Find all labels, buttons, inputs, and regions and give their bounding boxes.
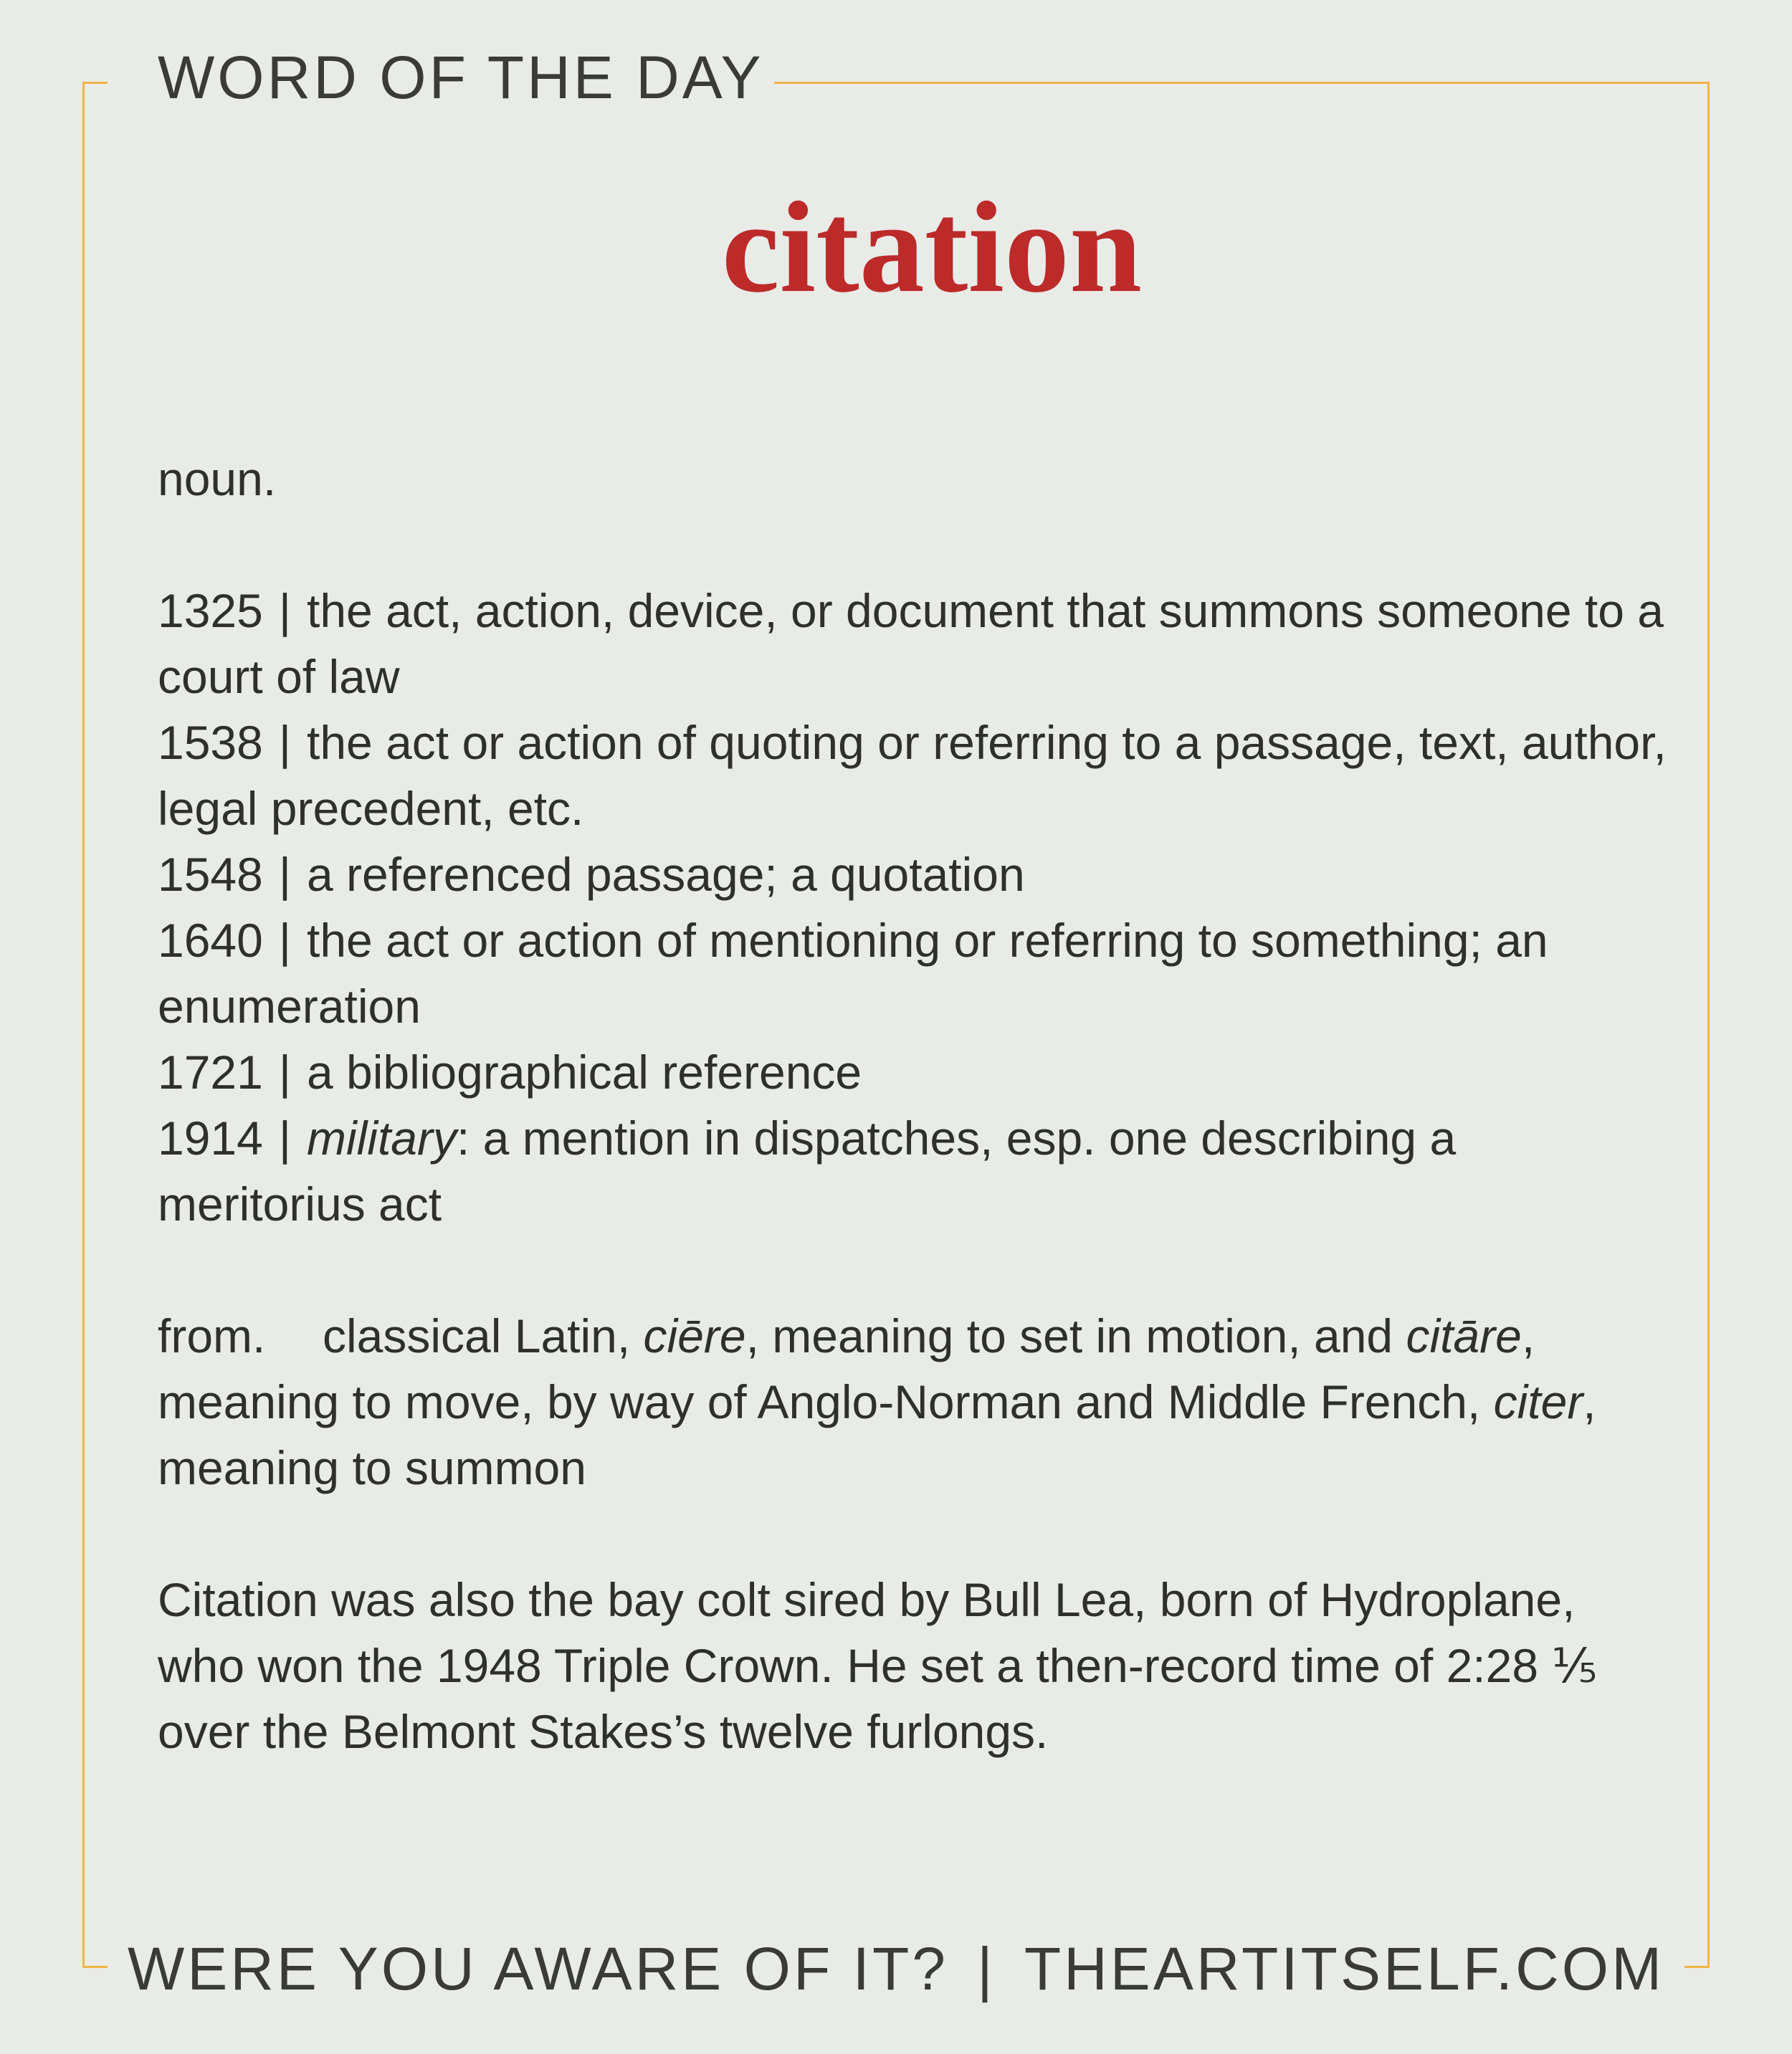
sense-definition: the act or action of quoting or referring to a passage, text, author, legal precedent, etc. [158, 716, 1667, 835]
sense-separator: | [278, 716, 291, 769]
spacer [158, 1501, 1670, 1567]
etymology-word: ciēre [643, 1309, 746, 1362]
sense-separator: | [278, 1112, 291, 1165]
sense-1640 [158, 907, 1670, 1039]
footer-question: WERE YOU AWARE OF IT? [127, 1935, 948, 2002]
etymology-text: , meaning to move, by way of Anglo-Norman and Middle French, [158, 1309, 1535, 1428]
footer-separator: | [977, 1935, 996, 2002]
sense-separator: | [278, 848, 291, 901]
spacer [158, 1237, 1670, 1303]
sense-1548 [158, 841, 1670, 907]
etymology-text: , meaning to set in motion, and [745, 1309, 1406, 1362]
etymology [158, 1303, 1670, 1501]
sense-definition: the act or action of mentioning or referring to something; an enumeration [158, 914, 1548, 1033]
sense-year: 1548 [158, 848, 263, 901]
part-of-speech: noun. [158, 452, 277, 505]
sense-definition: the act, action, device, or document that summons someone to a court of law [158, 584, 1664, 703]
etymology-word: citer [1493, 1375, 1583, 1428]
spacer [158, 512, 1670, 578]
headword: citation [721, 176, 1143, 320]
sense-year: 1640 [158, 914, 263, 967]
section-title: WORD OF THE DAY [158, 44, 764, 111]
sense-1538 [158, 710, 1670, 841]
sense-definition: a bibliographical reference [306, 1046, 862, 1099]
footer [0, 1935, 1792, 2002]
etymology-word: citāre [1406, 1309, 1522, 1362]
sense-year: 1914 [158, 1112, 263, 1165]
sense-1914 [158, 1105, 1670, 1237]
trivia-note: Citation was also the bay colt sired by Bull Lea, born of Hydroplane, who won the 1948 Triple Crown. He set a then-record time of 2:28 ⅕ over the Belmont Stakes’s twelve furlongs. [158, 1573, 1598, 1758]
sense-definition: a referenced passage; a quotation [306, 848, 1025, 901]
sense-definition: : a mention in dispatches, esp. one describing a meritorius act [158, 1112, 1457, 1231]
sense-separator: | [278, 584, 291, 637]
definition-body [158, 446, 1670, 1764]
sense-year: 1538 [158, 716, 263, 769]
sense-1325 [158, 578, 1670, 710]
sense-domain-label: military [306, 1112, 457, 1165]
sense-separator: | [278, 914, 291, 967]
sense-separator: | [278, 1046, 291, 1099]
sense-1721 [158, 1039, 1670, 1105]
etymology-label: from. [158, 1309, 266, 1362]
etymology-text: , meaning to summon [158, 1375, 1596, 1494]
sense-year: 1325 [158, 584, 263, 637]
etymology-text: classical Latin, [323, 1309, 644, 1362]
sense-year: 1721 [158, 1046, 263, 1099]
footer-site-link[interactable]: THEARTITSELF.COM [1024, 1935, 1665, 2002]
